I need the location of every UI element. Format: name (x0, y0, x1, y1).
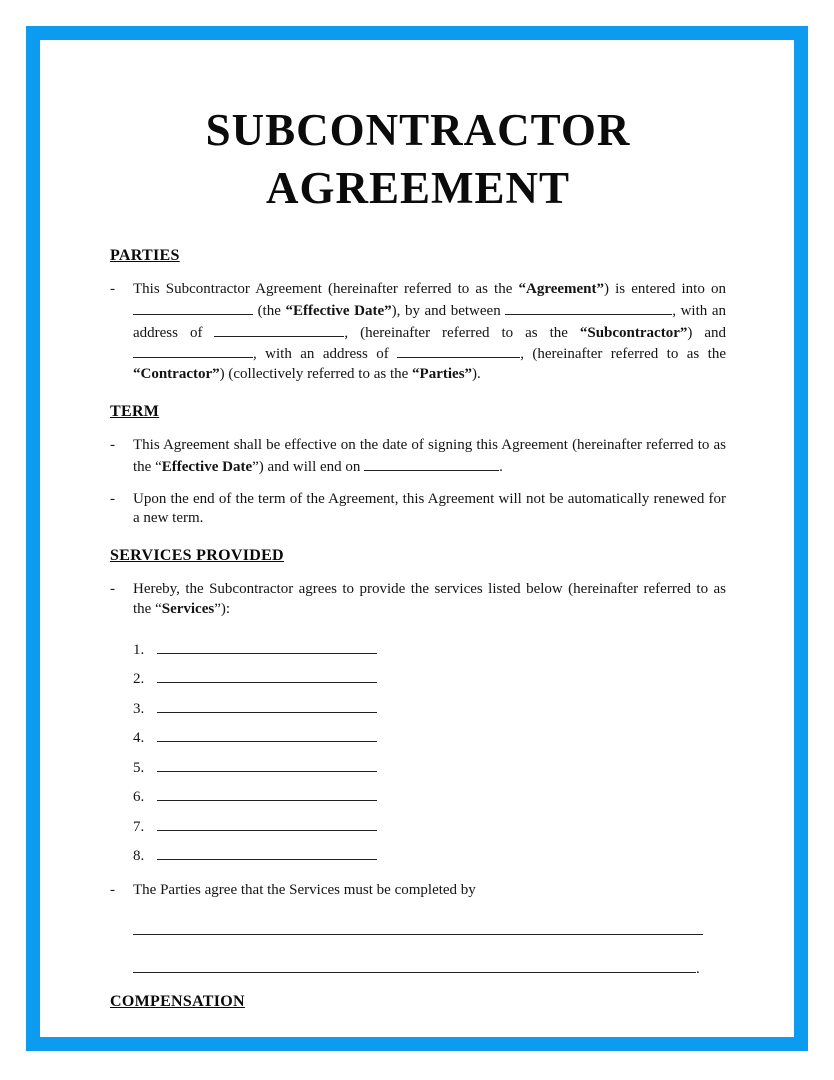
text-segment: . (696, 960, 700, 977)
text-segment: This Subcontractor Agreement (hereinafter referred to as the (133, 281, 519, 297)
completion-clause-text: The Parties agree that the Services must be completed by (133, 881, 476, 898)
service-number: 8. (133, 848, 145, 865)
heading-compensation: COMPENSATION (110, 992, 245, 1010)
text-segment: Hereby, the Subcontractor agrees to provide the services listed below (hereinafter referred to as the “ (133, 581, 726, 617)
heading-services-provided: SERVICES PROVIDED (110, 547, 284, 565)
blank-service-6[interactable] (157, 786, 377, 801)
service-line-item (110, 839, 726, 869)
text-segment: ) is entered into on (604, 281, 726, 297)
service-line-item (110, 692, 726, 722)
blank-completion-line-1[interactable] (133, 920, 703, 935)
text-segment: ), by and between (391, 302, 506, 319)
text-segment: This Agreement shall be effective on the date of signing this Agreement (hereinafter referred to as the “ (133, 436, 726, 475)
services-intro-clause-text (133, 580, 726, 620)
completion-blank-row (133, 920, 726, 939)
defined-term-contractor: “Contractor” (133, 366, 220, 383)
bullet-dash: - (110, 436, 115, 453)
service-number: 2. (133, 671, 145, 688)
blank-service-4[interactable] (157, 727, 377, 742)
heading-parties: PARTIES (110, 247, 180, 264)
text-segment: . (499, 458, 503, 475)
defined-term-effective-date: “Effective Date” (285, 302, 392, 319)
blank-contractor-address[interactable] (397, 343, 520, 358)
blank-end-date[interactable] (364, 456, 499, 471)
text-segment: , (hereinafter referred to as the (344, 324, 580, 341)
text-segment: ”): (214, 600, 231, 617)
blank-agreement-date[interactable] (133, 300, 253, 315)
term-renewal-clause (110, 490, 726, 530)
document-title-line2: AGREEMENT (265, 163, 571, 213)
parties-clause-text (133, 280, 726, 385)
completion-blank-row (133, 958, 726, 977)
bullet-dash: - (110, 281, 115, 297)
text-segment: ”) and will end on (252, 458, 365, 475)
text-segment: ) and (687, 324, 726, 341)
service-number: 1. (133, 641, 145, 658)
defined-term-effective-date: Effective Date (161, 458, 253, 475)
service-line-item (110, 721, 726, 751)
text-segment: , with an address of (133, 302, 726, 341)
blank-completion-line-2[interactable] (133, 958, 696, 973)
document-title (110, 101, 726, 217)
parties-clause (110, 280, 726, 385)
service-line-item (110, 751, 726, 781)
defined-term-parties: “Parties” (412, 366, 473, 383)
term-renewal-clause-text: Upon the end of the term of the Agreement, this Agreement will not be automatically renewed for a new term. (133, 490, 726, 527)
service-list (110, 633, 726, 869)
service-line-item (110, 633, 726, 663)
defined-term-services: Services (161, 600, 215, 617)
text-segment: , with an address of (253, 346, 398, 363)
page-content (110, 0, 726, 1012)
completion-clause (110, 881, 726, 901)
heading-term: TERM (110, 402, 160, 420)
blank-party-one-name[interactable] (505, 300, 672, 315)
bullet-dash: - (110, 490, 115, 507)
service-number: 6. (133, 789, 145, 806)
service-line-item (110, 810, 726, 840)
text-segment: ) (collectively referred to as the (219, 366, 413, 383)
blank-service-3[interactable] (157, 698, 377, 713)
service-number: 3. (133, 700, 145, 717)
service-number: 4. (133, 730, 145, 747)
service-number: 5. (133, 759, 145, 776)
blank-party-two-name[interactable] (133, 343, 253, 358)
defined-term-subcontractor: “Subcontractor” (579, 324, 688, 341)
blank-service-7[interactable] (157, 816, 377, 831)
services-intro-clause (110, 580, 726, 620)
term-effective-clause (110, 436, 726, 478)
text-segment: (the (253, 302, 286, 319)
defined-term-agreement: “Agreement” (518, 281, 605, 297)
text-segment: , (hereinafter referred to as the (520, 346, 727, 363)
bullet-dash: - (110, 581, 115, 598)
service-number: 7. (133, 818, 145, 835)
blank-service-1[interactable] (157, 639, 377, 654)
bullet-dash: - (110, 881, 115, 898)
blank-subcontractor-address[interactable] (214, 322, 344, 337)
blank-service-8[interactable] (157, 845, 377, 860)
blank-service-2[interactable] (157, 668, 377, 683)
service-line-item (110, 662, 726, 692)
document-title-line1: SUBCONTRACTOR (205, 105, 631, 155)
text-segment: ). (472, 366, 481, 383)
blank-service-5[interactable] (157, 757, 377, 772)
service-line-item (110, 780, 726, 810)
term-effective-clause-text (133, 436, 726, 478)
